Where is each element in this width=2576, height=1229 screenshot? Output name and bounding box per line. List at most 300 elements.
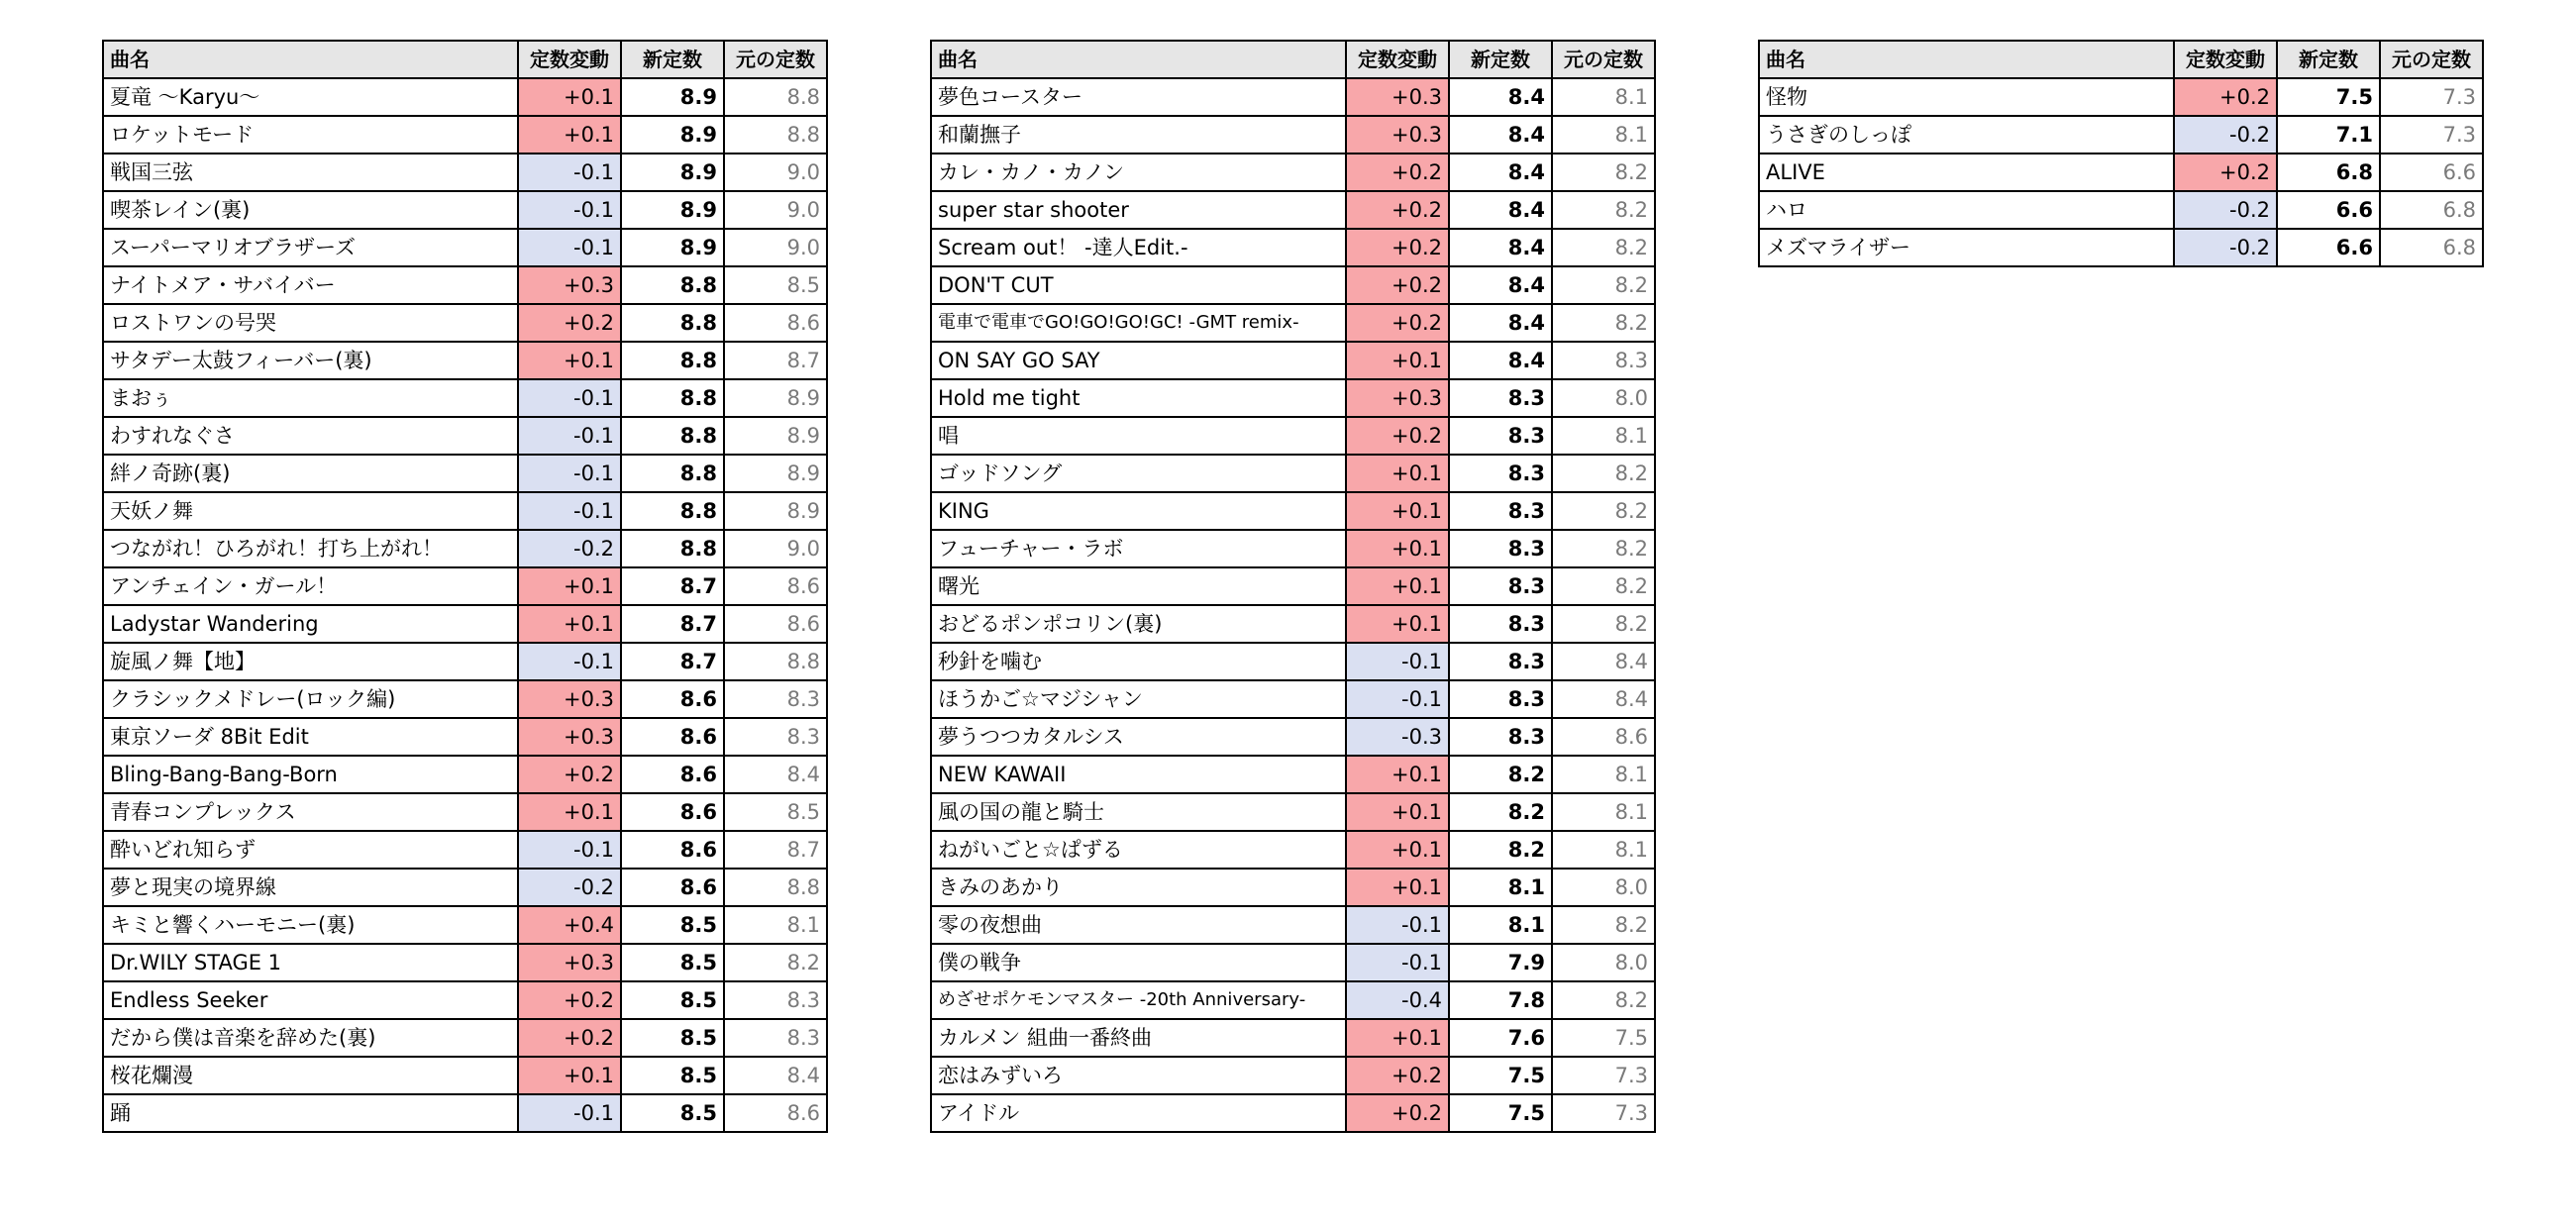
constant-change-cell: -0.2 xyxy=(518,530,621,567)
new-constant-cell: 7.5 xyxy=(2277,78,2380,116)
constant-change-cell: +0.1 xyxy=(518,116,621,154)
new-constant-cell: 8.9 xyxy=(621,229,724,266)
song-name-cell: 東京ソーダ 8Bit Edit xyxy=(103,718,518,756)
constant-change-cell: -0.1 xyxy=(518,191,621,229)
old-constant-cell: 8.6 xyxy=(1552,718,1655,756)
old-constant-cell: 8.2 xyxy=(724,944,827,981)
constant-change-cell: +0.1 xyxy=(518,78,621,116)
new-constant-cell: 8.8 xyxy=(621,266,724,304)
table-row xyxy=(931,756,1655,793)
constant-change-cell: +0.4 xyxy=(518,906,621,944)
new-constant-cell: 8.6 xyxy=(621,831,724,869)
old-constant-cell: 8.3 xyxy=(724,718,827,756)
song-name-cell: わすれなぐさ xyxy=(103,417,518,455)
old-constant-cell: 8.3 xyxy=(1552,342,1655,379)
new-constant-cell: 8.7 xyxy=(621,567,724,605)
header-song-name: 曲名 xyxy=(931,41,1346,78)
table-row xyxy=(103,981,827,1019)
old-constant-cell: 8.4 xyxy=(724,756,827,793)
old-constant-cell: 8.6 xyxy=(724,605,827,643)
constant-change-cell: +0.1 xyxy=(518,605,621,643)
constant-change-cell: +0.2 xyxy=(1346,154,1449,191)
table-row xyxy=(1759,191,2483,229)
table-row xyxy=(1759,154,2483,191)
old-constant-cell: 8.2 xyxy=(1552,567,1655,605)
table-row xyxy=(931,869,1655,906)
new-constant-cell: 8.9 xyxy=(621,154,724,191)
header-song-name: 曲名 xyxy=(103,41,518,78)
new-constant-cell: 8.1 xyxy=(1449,906,1552,944)
old-constant-cell: 8.8 xyxy=(724,869,827,906)
new-constant-cell: 8.4 xyxy=(1449,116,1552,154)
old-constant-cell: 8.2 xyxy=(1552,530,1655,567)
old-constant-cell: 8.8 xyxy=(724,78,827,116)
constant-change-cell: +0.1 xyxy=(1346,455,1449,492)
old-constant-cell: 8.2 xyxy=(1552,906,1655,944)
constant-change-cell: +0.3 xyxy=(518,718,621,756)
constant-change-cell: +0.3 xyxy=(1346,379,1449,417)
song-name-cell: カレ・カノ・カノン xyxy=(931,154,1346,191)
table-row xyxy=(103,605,827,643)
song-name-cell: Endless Seeker xyxy=(103,981,518,1019)
table-row xyxy=(931,567,1655,605)
song-name-cell: フューチャー・ラボ xyxy=(931,530,1346,567)
table-row xyxy=(931,379,1655,417)
table-row xyxy=(931,455,1655,492)
old-constant-cell: 8.1 xyxy=(1552,417,1655,455)
new-constant-cell: 8.3 xyxy=(1449,718,1552,756)
new-constant-cell: 8.3 xyxy=(1449,379,1552,417)
song-name-cell: 踊 xyxy=(103,1094,518,1132)
constant-change-cell: +0.2 xyxy=(518,756,621,793)
table-row xyxy=(103,78,827,116)
new-constant-cell: 7.8 xyxy=(1449,981,1552,1019)
song-name-cell: 絆ノ奇跡(裏) xyxy=(103,455,518,492)
song-name-cell: Dr.WILY STAGE 1 xyxy=(103,944,518,981)
old-constant-cell: 8.0 xyxy=(1552,379,1655,417)
table-row xyxy=(103,643,827,680)
constant-change-cell: +0.2 xyxy=(1346,304,1449,342)
new-constant-cell: 8.9 xyxy=(621,116,724,154)
song-name-cell: Scream out！ -達人Edit.- xyxy=(931,229,1346,266)
constant-change-cell: +0.2 xyxy=(518,304,621,342)
new-constant-cell: 7.5 xyxy=(1449,1057,1552,1094)
song-name-cell: 喫茶レイン(裏) xyxy=(103,191,518,229)
old-constant-cell: 8.2 xyxy=(1552,981,1655,1019)
table-row xyxy=(103,680,827,718)
table-row xyxy=(103,906,827,944)
constant-change-cell: +0.1 xyxy=(518,342,621,379)
table-row xyxy=(931,605,1655,643)
constant-change-cell: -0.4 xyxy=(1346,981,1449,1019)
header-constant-change: 定数変動 xyxy=(1346,41,1449,78)
song-name-cell: super star shooter xyxy=(931,191,1346,229)
new-constant-cell: 6.6 xyxy=(2277,229,2380,266)
constant-change-cell: +0.1 xyxy=(1346,831,1449,869)
new-constant-cell: 8.5 xyxy=(621,1019,724,1057)
song-name-cell: クラシックメドレー(ロック編) xyxy=(103,680,518,718)
table-row xyxy=(931,1094,1655,1132)
constant-change-cell: +0.1 xyxy=(1346,1019,1449,1057)
song-name-cell: つながれ！ひろがれ！打ち上がれ！ xyxy=(103,530,518,567)
song-name-cell: カルメン 組曲一番終曲 xyxy=(931,1019,1346,1057)
old-constant-cell: 9.0 xyxy=(724,530,827,567)
old-constant-cell: 8.2 xyxy=(1552,229,1655,266)
constant-change-cell: -0.2 xyxy=(2174,229,2277,266)
table-row xyxy=(103,1057,827,1094)
constant-change-cell: +0.1 xyxy=(1346,756,1449,793)
header-old-constant: 元の定数 xyxy=(2380,41,2483,78)
constant-change-cell: -0.2 xyxy=(518,869,621,906)
table-row xyxy=(1759,78,2483,116)
song-name-cell: 秒針を噛む xyxy=(931,643,1346,680)
old-constant-cell: 8.3 xyxy=(724,981,827,1019)
constant-change-cell: -0.1 xyxy=(518,643,621,680)
song-name-cell: まおぅ xyxy=(103,379,518,417)
new-constant-cell: 8.9 xyxy=(621,191,724,229)
table-row xyxy=(103,944,827,981)
new-constant-cell: 8.3 xyxy=(1449,417,1552,455)
table-row xyxy=(931,78,1655,116)
new-constant-cell: 8.8 xyxy=(621,492,724,530)
new-constant-cell: 8.6 xyxy=(621,680,724,718)
new-constant-cell: 8.2 xyxy=(1449,831,1552,869)
table-row xyxy=(103,417,827,455)
table-row xyxy=(1759,116,2483,154)
table-row xyxy=(103,756,827,793)
constant-change-cell: +0.2 xyxy=(1346,417,1449,455)
old-constant-cell: 8.1 xyxy=(1552,793,1655,831)
new-constant-cell: 8.5 xyxy=(621,906,724,944)
table-row xyxy=(931,492,1655,530)
old-constant-cell: 8.7 xyxy=(724,831,827,869)
constants-table-3 xyxy=(1758,40,2484,267)
constant-change-cell: +0.2 xyxy=(518,981,621,1019)
table-row xyxy=(931,229,1655,266)
constant-change-cell: +0.1 xyxy=(1346,342,1449,379)
old-constant-cell: 9.0 xyxy=(724,191,827,229)
song-name-cell: ほうかご☆マジシャン xyxy=(931,680,1346,718)
old-constant-cell: 8.2 xyxy=(1552,605,1655,643)
old-constant-cell: 9.0 xyxy=(724,154,827,191)
old-constant-cell: 8.2 xyxy=(1552,492,1655,530)
constant-change-cell: +0.3 xyxy=(518,266,621,304)
header-row xyxy=(103,41,827,78)
table-row xyxy=(931,266,1655,304)
new-constant-cell: 7.5 xyxy=(1449,1094,1552,1132)
song-name-cell: 酔いどれ知らず xyxy=(103,831,518,869)
song-name-cell: 唱 xyxy=(931,417,1346,455)
constant-change-cell: +0.2 xyxy=(1346,191,1449,229)
table-row xyxy=(103,1094,827,1132)
constant-change-cell: -0.1 xyxy=(518,492,621,530)
table-row xyxy=(931,643,1655,680)
table-row xyxy=(103,869,827,906)
constant-change-cell: +0.1 xyxy=(1346,567,1449,605)
old-constant-cell: 8.9 xyxy=(724,379,827,417)
new-constant-cell: 8.8 xyxy=(621,304,724,342)
table-row xyxy=(931,944,1655,981)
song-name-cell: ゴッドソング xyxy=(931,455,1346,492)
old-constant-cell: 8.4 xyxy=(724,1057,827,1094)
song-name-cell: 夢色コースター xyxy=(931,78,1346,116)
new-constant-cell: 8.2 xyxy=(1449,756,1552,793)
constant-change-cell: -0.1 xyxy=(1346,643,1449,680)
new-constant-cell: 8.8 xyxy=(621,379,724,417)
new-constant-cell: 8.1 xyxy=(1449,869,1552,906)
table-row xyxy=(103,154,827,191)
song-name-cell: KING xyxy=(931,492,1346,530)
old-constant-cell: 8.1 xyxy=(1552,831,1655,869)
table-row xyxy=(931,417,1655,455)
old-constant-cell: 8.6 xyxy=(724,304,827,342)
table-row xyxy=(103,718,827,756)
new-constant-cell: 8.4 xyxy=(1449,78,1552,116)
song-name-cell: Bling-Bang-Bang-Born xyxy=(103,756,518,793)
song-name-cell: スーパーマリオブラザーズ xyxy=(103,229,518,266)
song-name-cell: 曙光 xyxy=(931,567,1346,605)
table-row xyxy=(103,116,827,154)
table-row xyxy=(1759,229,2483,266)
song-name-cell: アンチェイン・ガール！ xyxy=(103,567,518,605)
old-constant-cell: 8.5 xyxy=(724,266,827,304)
table-row xyxy=(103,567,827,605)
song-name-cell: 電車で電車でGO!GO!GO!GC! -GMT remix- xyxy=(931,304,1346,342)
constant-change-cell: -0.1 xyxy=(518,229,621,266)
new-constant-cell: 8.3 xyxy=(1449,680,1552,718)
new-constant-cell: 7.6 xyxy=(1449,1019,1552,1057)
old-constant-cell: 8.3 xyxy=(724,1019,827,1057)
old-constant-cell: 8.2 xyxy=(1552,191,1655,229)
song-name-cell: NEW KAWAII xyxy=(931,756,1346,793)
table-row xyxy=(931,1019,1655,1057)
table-row xyxy=(103,455,827,492)
new-constant-cell: 8.4 xyxy=(1449,266,1552,304)
constant-change-cell: +0.3 xyxy=(1346,78,1449,116)
song-name-cell: 恋はみずいろ xyxy=(931,1057,1346,1094)
table-row xyxy=(931,530,1655,567)
constant-change-cell: +0.2 xyxy=(518,1019,621,1057)
table-row xyxy=(931,906,1655,944)
table-row xyxy=(931,116,1655,154)
constant-change-cell: +0.3 xyxy=(518,944,621,981)
table-row xyxy=(103,304,827,342)
table-row xyxy=(931,831,1655,869)
song-name-cell: ALIVE xyxy=(1759,154,2174,191)
header-old-constant: 元の定数 xyxy=(724,41,827,78)
new-constant-cell: 8.7 xyxy=(621,643,724,680)
song-name-cell: キミと響くハーモニー(裏) xyxy=(103,906,518,944)
old-constant-cell: 7.3 xyxy=(1552,1057,1655,1094)
header-row xyxy=(931,41,1655,78)
header-new-constant: 新定数 xyxy=(621,41,724,78)
constants-table-1 xyxy=(102,40,828,1133)
new-constant-cell: 8.5 xyxy=(621,944,724,981)
new-constant-cell: 7.1 xyxy=(2277,116,2380,154)
song-name-cell: 風の国の龍と騎士 xyxy=(931,793,1346,831)
old-constant-cell: 7.3 xyxy=(2380,78,2483,116)
song-name-cell: 怪物 xyxy=(1759,78,2174,116)
constant-change-cell: -0.1 xyxy=(518,455,621,492)
new-constant-cell: 8.5 xyxy=(621,1094,724,1132)
header-constant-change: 定数変動 xyxy=(2174,41,2277,78)
new-constant-cell: 8.6 xyxy=(621,718,724,756)
constant-change-cell: +0.1 xyxy=(518,1057,621,1094)
header-new-constant: 新定数 xyxy=(1449,41,1552,78)
new-constant-cell: 8.8 xyxy=(621,342,724,379)
song-name-cell: メズマライザー xyxy=(1759,229,2174,266)
new-constant-cell: 6.8 xyxy=(2277,154,2380,191)
constant-change-cell: +0.2 xyxy=(1346,1094,1449,1132)
old-constant-cell: 8.6 xyxy=(724,1094,827,1132)
new-constant-cell: 8.4 xyxy=(1449,229,1552,266)
song-name-cell: 青春コンプレックス xyxy=(103,793,518,831)
constant-change-cell: +0.1 xyxy=(1346,530,1449,567)
header-new-constant: 新定数 xyxy=(2277,41,2380,78)
table-row xyxy=(931,342,1655,379)
constant-change-cell: +0.1 xyxy=(1346,492,1449,530)
new-constant-cell: 8.3 xyxy=(1449,455,1552,492)
new-constant-cell: 8.4 xyxy=(1449,191,1552,229)
constant-change-cell: +0.2 xyxy=(1346,266,1449,304)
table-row xyxy=(931,191,1655,229)
old-constant-cell: 7.3 xyxy=(2380,116,2483,154)
new-constant-cell: 8.8 xyxy=(621,530,724,567)
table-row xyxy=(103,1019,827,1057)
constant-change-cell: -0.3 xyxy=(1346,718,1449,756)
old-constant-cell: 6.6 xyxy=(2380,154,2483,191)
constant-change-cell: -0.1 xyxy=(518,417,621,455)
constant-change-cell: -0.1 xyxy=(518,831,621,869)
constant-change-cell: +0.3 xyxy=(518,680,621,718)
constant-change-cell: +0.1 xyxy=(1346,793,1449,831)
new-constant-cell: 8.3 xyxy=(1449,605,1552,643)
song-name-cell: ロストワンの号哭 xyxy=(103,304,518,342)
old-constant-cell: 9.0 xyxy=(724,229,827,266)
constant-change-cell: +0.3 xyxy=(1346,116,1449,154)
table-row xyxy=(103,492,827,530)
table-row xyxy=(103,530,827,567)
table-row xyxy=(103,191,827,229)
old-constant-cell: 8.9 xyxy=(724,492,827,530)
new-constant-cell: 8.7 xyxy=(621,605,724,643)
table-row xyxy=(103,266,827,304)
table-row xyxy=(931,680,1655,718)
constant-change-cell: -0.1 xyxy=(1346,680,1449,718)
header-row xyxy=(1759,41,2483,78)
constant-change-cell: +0.1 xyxy=(1346,869,1449,906)
song-name-cell: ねがいごと☆ぱずる xyxy=(931,831,1346,869)
old-constant-cell: 8.8 xyxy=(724,643,827,680)
old-constant-cell: 8.8 xyxy=(724,116,827,154)
constant-change-cell: -0.1 xyxy=(1346,906,1449,944)
song-name-cell: Ladystar Wandering xyxy=(103,605,518,643)
song-name-cell: 夏竜 ～Karyu～ xyxy=(103,78,518,116)
header-old-constant: 元の定数 xyxy=(1552,41,1655,78)
song-name-cell: 戦国三弦 xyxy=(103,154,518,191)
constant-change-cell: -0.1 xyxy=(518,1094,621,1132)
table-row xyxy=(103,229,827,266)
new-constant-cell: 6.6 xyxy=(2277,191,2380,229)
old-constant-cell: 8.2 xyxy=(1552,154,1655,191)
old-constant-cell: 8.4 xyxy=(1552,643,1655,680)
table-row xyxy=(931,718,1655,756)
new-constant-cell: 7.9 xyxy=(1449,944,1552,981)
constant-change-cell: -0.1 xyxy=(518,379,621,417)
new-constant-cell: 8.4 xyxy=(1449,304,1552,342)
old-constant-cell: 8.5 xyxy=(724,793,827,831)
old-constant-cell: 8.2 xyxy=(1552,304,1655,342)
new-constant-cell: 8.8 xyxy=(621,455,724,492)
constant-change-cell: -0.2 xyxy=(2174,191,2277,229)
song-name-cell: 和蘭撫子 xyxy=(931,116,1346,154)
song-name-cell: アイドル xyxy=(931,1094,1346,1132)
old-constant-cell: 8.0 xyxy=(1552,944,1655,981)
song-name-cell: 天妖ノ舞 xyxy=(103,492,518,530)
constant-change-cell: +0.2 xyxy=(2174,78,2277,116)
constant-change-cell: +0.1 xyxy=(518,567,621,605)
new-constant-cell: 8.3 xyxy=(1449,567,1552,605)
old-constant-cell: 8.2 xyxy=(1552,455,1655,492)
song-name-cell: 桜花爛漫 xyxy=(103,1057,518,1094)
song-name-cell: きみのあかり xyxy=(931,869,1346,906)
old-constant-cell: 8.9 xyxy=(724,417,827,455)
header-constant-change: 定数変動 xyxy=(518,41,621,78)
song-name-cell: サタデー太鼓フィーバー(裏) xyxy=(103,342,518,379)
song-name-cell: 夢うつつカタルシス xyxy=(931,718,1346,756)
table-row xyxy=(931,1057,1655,1094)
new-constant-cell: 8.3 xyxy=(1449,492,1552,530)
new-constant-cell: 8.2 xyxy=(1449,793,1552,831)
old-constant-cell: 8.2 xyxy=(1552,266,1655,304)
constant-change-cell: +0.1 xyxy=(518,793,621,831)
new-constant-cell: 8.4 xyxy=(1449,342,1552,379)
old-constant-cell: 8.1 xyxy=(724,906,827,944)
table-row xyxy=(931,793,1655,831)
constant-change-cell: -0.2 xyxy=(2174,116,2277,154)
new-constant-cell: 8.5 xyxy=(621,1057,724,1094)
old-constant-cell: 8.9 xyxy=(724,455,827,492)
new-constant-cell: 8.4 xyxy=(1449,154,1552,191)
constant-change-cell: +0.1 xyxy=(1346,605,1449,643)
old-constant-cell: 6.8 xyxy=(2380,229,2483,266)
song-name-cell: DON'T CUT xyxy=(931,266,1346,304)
old-constant-cell: 8.0 xyxy=(1552,869,1655,906)
new-constant-cell: 8.6 xyxy=(621,756,724,793)
song-name-cell: 旋風ノ舞【地】 xyxy=(103,643,518,680)
new-constant-cell: 8.6 xyxy=(621,793,724,831)
song-name-cell: ハロ xyxy=(1759,191,2174,229)
old-constant-cell: 6.8 xyxy=(2380,191,2483,229)
old-constant-cell: 8.1 xyxy=(1552,756,1655,793)
song-name-cell: ナイトメア・サバイバー xyxy=(103,266,518,304)
old-constant-cell: 8.1 xyxy=(1552,78,1655,116)
song-name-cell: おどるポンポコリン(裏) xyxy=(931,605,1346,643)
new-constant-cell: 8.5 xyxy=(621,981,724,1019)
header-song-name: 曲名 xyxy=(1759,41,2174,78)
new-constant-cell: 8.3 xyxy=(1449,643,1552,680)
new-constant-cell: 8.8 xyxy=(621,417,724,455)
constant-change-cell: -0.1 xyxy=(1346,944,1449,981)
table-row xyxy=(103,342,827,379)
song-name-cell: 僕の戦争 xyxy=(931,944,1346,981)
table-row xyxy=(931,304,1655,342)
constant-change-cell: +0.2 xyxy=(1346,1057,1449,1094)
old-constant-cell: 8.3 xyxy=(724,680,827,718)
old-constant-cell: 8.7 xyxy=(724,342,827,379)
old-constant-cell: 7.5 xyxy=(1552,1019,1655,1057)
table-row xyxy=(103,793,827,831)
